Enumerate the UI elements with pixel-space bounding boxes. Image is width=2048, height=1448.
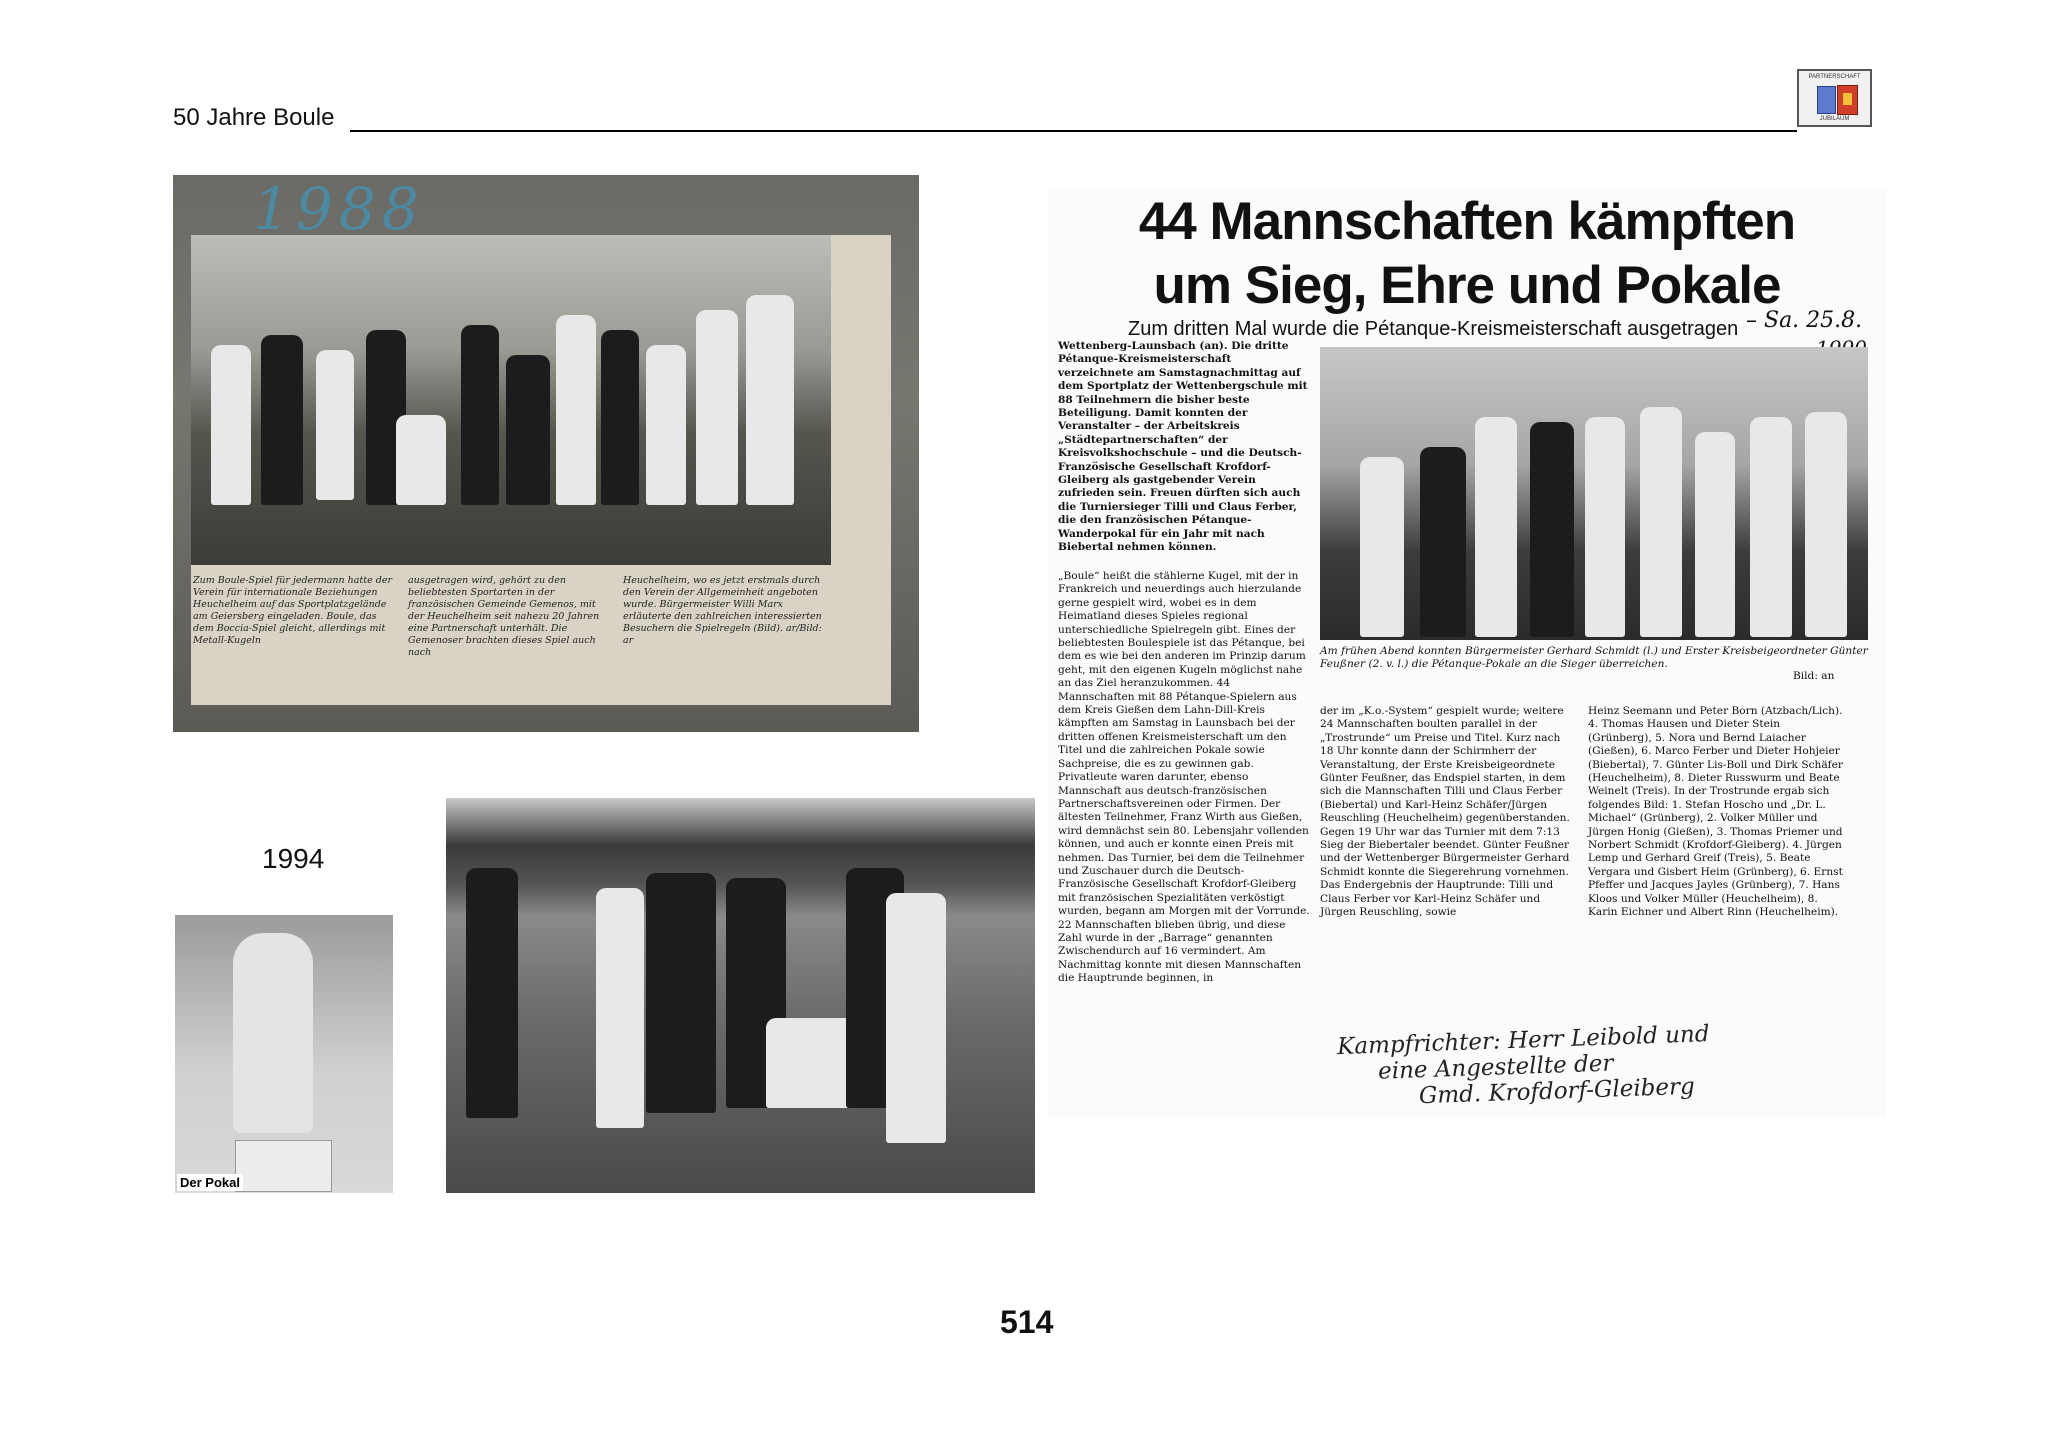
handwritten-note [1337,1016,1859,1112]
photo-caption: Am frühen Abend konnten Bürgermeister Gerhard Schmidt (l.) und Erster Kreisbeigeordneter Günter Feußner (2. v. l.) die Pétanque-Pokale an die Sieger überreichen. [1320,645,1868,671]
page-number: 514 [1000,1304,1054,1340]
partnership-logo [1797,69,1872,127]
year-label-1994: 1994 [262,843,325,874]
handwritten-year: 1988 [253,175,425,243]
headline-line2: um Sieg, Ehre und Pokale [1153,256,1781,315]
article-headline [1048,190,1886,318]
handwritten-date: – Sa. 25.8. [1746,308,1863,333]
clipping-group-photo [191,235,831,565]
note-line1: Kampfrichter: Herr Leibold und [1336,1021,1710,1061]
trophy-label: Der Pokal [177,1174,243,1191]
trophy-figure-icon [233,933,313,1133]
clipping-caption-col3: Heuchelheim, wo es jetzt erstmals durch den Verein der Allgemeinheit angeboten wurde. Bürgermeister Willi Marx erläuterte den zahlreichen interessierten Besuchern die Spielregeln (Bild). ar/Bild: ar [623,575,822,646]
winners-group-photo [1320,347,1868,640]
boule-game-photo [446,798,1035,1193]
article-lead: Wettenberg-Launsbach (an). Die dritte Pétanque-Kreismeisterschaft verzeichnete am Samstagnachmittag auf dem Sportplatz der Wettenbergschule mit 88 Teilnehmern die bisher beste Beteiligung. Damit konnten der Veranstalter – der Arbeitskreis „Städtepartnerschaften“ der Kreisvolkshochschule – und die Deutsch-Französische Gesellschaft Krofdorf-Gleiberg als gastgebender Verein zufrieden sein. Freuen dürften sich auch die Turniersieger Tilli und Claus Ferber, die den französischen Pétanque-Wanderpokal für ein Jahr mit nach Biebertal nehmen können. [1058,340,1308,554]
newspaper-clipping-1988 [173,175,919,732]
trophy-photo [175,915,393,1193]
logo-top-text: PARTNERSCHAFT [1808,74,1861,80]
trophy-base [235,1140,332,1192]
newspaper-article-1990 [1048,190,1886,1118]
logo-red-crest-icon [1837,85,1858,115]
note-line3: Gmd. Krofdorf-Gleiberg [1418,1073,1696,1110]
logo-bottom-text: JUBILÄUM [1819,116,1850,122]
clipping-caption-col2: ausgetragen wird, gehört zu den beliebtesten Sportarten in der französischen Gemeinde Gemenos, mit der Heuchelheim seit nahezu 20 Jahren eine Partnerschaft unterhält. Die Gemenoser brachten dieses Spiel auch nach [408,575,600,658]
note-line2: eine Angestellte der [1377,1050,1614,1085]
article-column-2: der im „K.o.-System“ gespielt wurde; weitere 24 Mannschaften boulten parallel in der „Trostrunde“ um Preise und Titel. Kurz nach 18 Uhr konnte dann der Schirmherr der Veranstaltung, der Erste Kreisbeigeordnete Günter Feußner, das Endspiel starten, in dem sich die Mannschaften Tilli und Claus Ferber (Biebertal) und Karl-Heinz Schäfer/Jürgen Reuschling (Heuchelheim) gegenüberstanden. Gegen 19 Uhr war das Turnier mit dem 7:13 Sieg der Biebertaler beendet. Günter Feußner und der Wettenberger Bürgermeister Gerhard Schmidt konnte die Siegerehrung vornehmen. Das Endergebnis der Hauptrunde: Tilli und Claus Ferber vor Karl-Heinz Schäfer und Jürgen Reuschling, sowie [1320,705,1570,919]
article-subheadline: Zum dritten Mal wurde die Pétanque-Kreismeisterschaft ausgetragen [1128,318,1739,340]
document-header-title: 50 Jahre Boule [173,104,335,131]
headline-line1: 44 Mannschaften kämpften [1138,192,1796,251]
logo-blue-crest-icon [1817,86,1836,114]
article-column-1: „Boule“ heißt die stählerne Kugel, mit der in Frankreich und neuerdings auch hierzulande gerne gespielt wird, wobei es in dem Heimatland dieses Spieles regional unterschiedliche Spielregeln gibt. Eines der beliebtesten Boulespiele ist das Pétanque, bei dem es wie bei den anderen im Prinzip darum geht, mit den eigenen Kugeln möglichst nahe an das Ziel heranzukommen. 44 Mannschaften mit 88 Pétanque-Spielern aus dem Kreis Gießen dem Lahn-Dill-Kreis kämpften am Samstag in Launsbach bei der dritten offenen Kreismeisterschaft um den Titel und die zahlreichen Pokale sowie Sachpreise, die es zu gewinnen gab. Privatleute waren darunter, ebenso Mannschaft aus deutsch-französischen Partnerschaftsvereinen oder Firmen. Der ältesten Teilnehmer, Franz Wirth aus Gießen, wird demnächst sein 80. Lebensjahr vollenden können, und auch er konnte einen Preis mit nehmen. Das Turnier, bei dem die Teilnehmer und Zuschauer durch die Deutsch-Französische Gesellschaft Krofdorf-Gleiberg mit französischen Spezialitäten verköstigt wurden, begann am Morgen mit der Vorrunde. 22 Mannschaften blieben übrig, und diese Zahl wurde in der „Barrage“ genannten Zwischendurch auf 16 vermindert. Am Nachmittag konnte mit diesen Mannschaften die Hauptrunde beginnen, in [1058,570,1310,985]
clipping-caption-col1: Zum Boule-Spiel für jedermann hatte der Verein für internationale Beziehungen Heuchelheim auf das Sportplatzgelände am Geiersberg eingeladen. Boule, das dem Boccia-Spiel gleicht, allerdings mit Metall-Kugeln [193,575,392,646]
article-column-3: Heinz Seemann und Peter Born (Atzbach/Lich). 4. Thomas Hausen und Dieter Stein (Grünberg), 5. Nora und Bernd Laiacher (Gießen), 6. Marco Ferber und Dieter Hohjeier (Biebertal), 7. Günter Lis-Boll und Dirk Schäfer (Heuchelheim), 8. Dieter Russwurm und Beate Weinelt (Treis). In der Trostrunde ergab sich folgendes Bild: 1. Stefan Hoscho und „Dr. L. Michael“ (Grünberg), 2. Volker Müller und Jürgen Honig (Gießen), 3. Thomas Priemer und Norbert Schmidt (Krofdorf-Gleiberg). 4. Jürgen Lemp und Gerhard Greif (Treis), 5. Beate Vergara und Gisbert Heim (Grünberg), 6. Ernst Pfeffer und Jacques Jayles (Grünberg), 7. Hans Kloos und Volker Müller (Heuchelheim), 8. Karin Eichner und Albert Rinn (Heuchelheim). [1588,705,1843,919]
photo-credit: Bild: an [1793,670,1835,682]
header-rule [350,130,1797,132]
